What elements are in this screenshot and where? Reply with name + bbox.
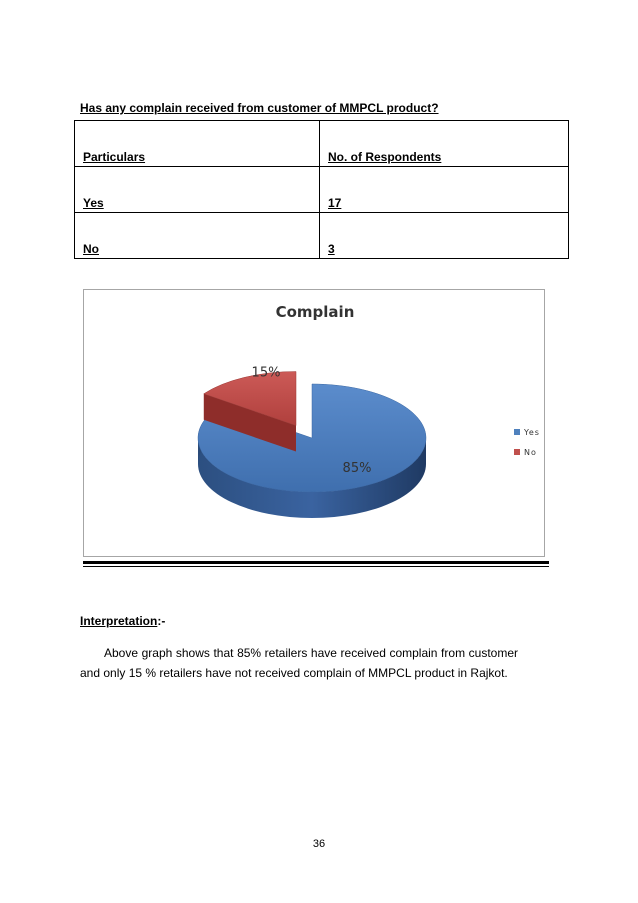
page-number: 36 [312,838,326,850]
pie-chart [84,290,546,558]
legend-label-yes: Yes [524,428,540,437]
legend [514,428,540,457]
table-header-row [75,121,569,167]
row-no-label: No [75,213,320,259]
question-heading: Has any complain received from customer of MMPCL product? [80,101,439,115]
interpretation-heading-suffix: :- [157,614,166,628]
chart-title: Complain [275,303,355,321]
respondents-table [74,120,569,259]
section-divider-thick [83,561,549,564]
header-respondents: No. of Respondents [320,121,569,167]
table-row [75,167,569,213]
data-label-no: 15% [251,365,281,381]
row-yes-label: Yes [75,167,320,213]
interpretation-heading-text: Interpretation [80,614,158,628]
section-divider-thin [83,566,549,567]
header-particulars: Particulars [75,121,320,167]
interpretation-body: Above graph shows that 85% retailers have received complain from customer and only 15 % retailers have not received complain of MMPCL product in Rajkot. [80,646,518,680]
row-yes-value: 17 [320,167,569,213]
legend-label-no: No [524,448,537,457]
row-no-value: 3 [320,213,569,259]
table-row [75,213,569,259]
pie-chart-container [83,289,545,557]
data-label-yes: 85% [342,461,372,476]
legend-swatch-yes [514,429,520,435]
legend-swatch-no [514,449,520,455]
interpretation-heading [80,614,165,628]
